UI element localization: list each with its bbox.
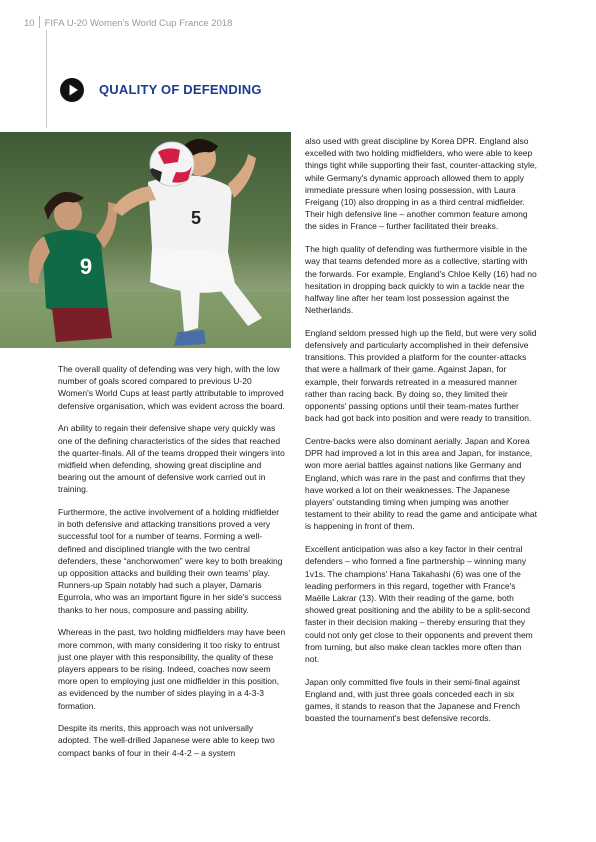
paragraph: The overall quality of defending was very high, with the low number of goals scored compared to previous U-20 Women's World Cups at least partly attributable to improved defensive organisation, which was evident across the board. bbox=[58, 364, 285, 411]
paragraph: Whereas in the past, two holding midfielders may have been more common, with many considering it too risky to entrust just one player with this responsibility, the quality of these players appears to be rising. Indeed, coaches now seem more open to employing just one midfielder in this position, as evidenced by the number of sides playing in a 4-3-3 formation. bbox=[58, 627, 286, 711]
running-header bbox=[24, 16, 232, 29]
paragraph: The high quality of defending was furthermore visible in the way that teams defended more as a collective, starting with the forwards. For example, England's Chloe Kelly (16) had no hesitation in dropping back quickly to win a tackle near the halfway line after her team lost possession against the Netherlands. bbox=[305, 244, 537, 316]
paragraph: Furthermore, the active involvement of a holding midfielder in both defensive and attacking transitions proved a very successful tool for a number of teams. Forming a well-defined and disciplined triangle with the two central defenders, these “anchorwomen” were key to both breaking up opposition attacks and building their own teams’ play. Runners-up Spain notably had such a player, Damaris Egurrola, who was an important figure in her side's success thanks to her nous, composure and passing ability. bbox=[58, 507, 283, 615]
header-divider bbox=[39, 16, 40, 28]
section-title: QUALITY OF DEFENDING bbox=[99, 82, 262, 97]
page-number: 10 bbox=[24, 18, 35, 29]
photo-illustration bbox=[0, 132, 291, 348]
vertical-rule bbox=[46, 30, 47, 128]
football-match-photo bbox=[0, 132, 291, 348]
player-left-number: 9 bbox=[79, 254, 93, 279]
play-icon bbox=[60, 78, 84, 102]
paragraph: An ability to regain their defensive shape very quickly was one of the defining characteristics of the sides that reached the quarter-finals. All of the teams dropped their wingers into midfield when defending, showing great discipline and bearing out the amount of defensive work carried out in training. bbox=[58, 423, 285, 495]
left-text-column bbox=[58, 363, 288, 769]
player-right-number: 5 bbox=[190, 208, 202, 228]
paragraph: also used with great discipline by Korea DPR. England also excelled with two holding midfielders, who were able to keep things tight while supporting their fast, counter-attacking style, while Germany's dynamic approach allowed them to apply immediate pressure when losing possession, with Laura Freigang (10) also dropping in as a third central midfielder. Their high defensive line – another common feature among the sides in France – further facilitated their breaks. bbox=[305, 136, 537, 232]
right-text-column bbox=[305, 135, 537, 735]
paragraph: Despite its merits, this approach was not universally adopted. The well-drilled Japanese were able to keep two compact banks of four in their 4-4-2 – a system bbox=[58, 723, 275, 758]
paragraph: England seldom pressed high up the field, but were very solid defensively and particularly accomplished in their defensive transitions. This provided a platform for the counter-attacks that were a hallmark of their game. Against Japan, for example, their forwards retreated in a measured manner rather than racing back. By doing so, they limited their opponents' passing options until their team-mates further back had got back into position and were ready to transition. bbox=[305, 327, 537, 424]
running-title: FIFA U-20 Women's World Cup France 2018 bbox=[44, 18, 233, 29]
paragraph: Japan only committed five fouls in their semi-final against England and, with just three goals conceded each in six games, it stands to reason that the Japanese and French boasted the tournament's best defensive records. bbox=[305, 676, 520, 724]
paragraph: Centre-backs were also dominant aerially. Japan and Korea DPR had improved a lot in this area and Japan, for instance, won more aerial battles against nations like Germany and England, which was rare in the past and confirms that they have worked a lot on their weaknesses. The Japanese players' outstanding timing when jumping was another testament to their ability to read the game and anticipate what is happening in front of them. bbox=[305, 435, 537, 532]
paragraph: Excellent anticipation was also a key factor in their central defenders – who formed a fine partnership – winning many 1v1s. The champions' Hana Takahashi (6) was one of the leading performers in this regard, together with France's Maëlle Lakrar (13). With their reading of the game, both showed great positioning and the ability to be a split-second faster in their decision making – thereby ensuring that they could not only get close to their opponents and prevent them from turning, but also make clean tackles more often than not. bbox=[305, 544, 533, 664]
